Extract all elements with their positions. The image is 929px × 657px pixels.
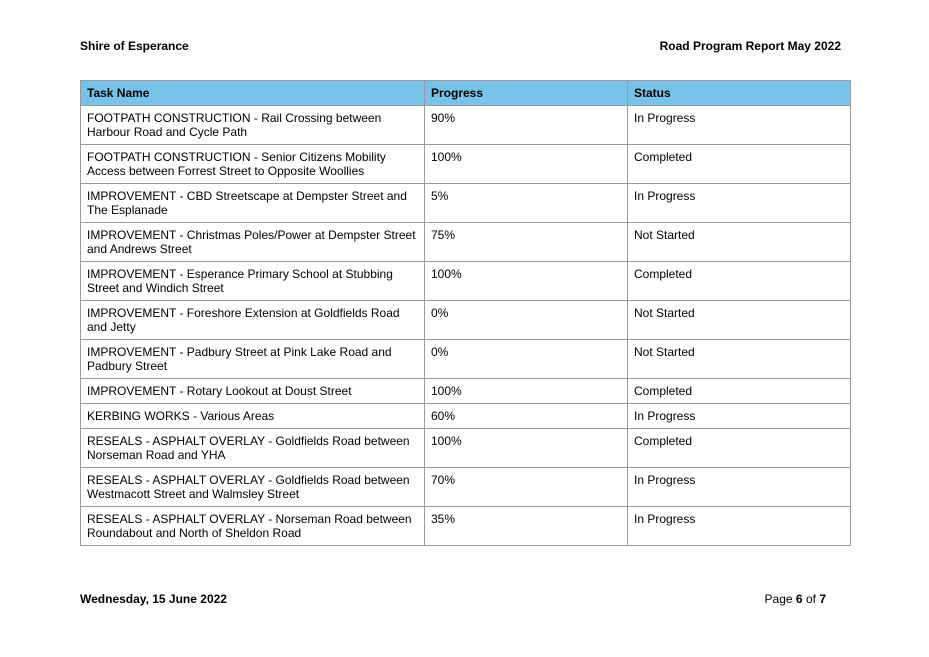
progress-cell: 100% [425, 262, 628, 301]
column-header-status: Status [628, 81, 851, 106]
table-header-row [81, 81, 851, 106]
task-name-cell: FOOTPATH CONSTRUCTION - Rail Crossing between Harbour Road and Cycle Path [81, 106, 425, 145]
progress-cell: 100% [425, 145, 628, 184]
task-name-cell: FOOTPATH CONSTRUCTION - Senior Citizens Mobility Access between Forrest Street to Opposite Woollies [81, 145, 425, 184]
task-name-cell: IMPROVEMENT - Esperance Primary School at Stubbing Street and Windich Street [81, 262, 425, 301]
report-title: Road Program Report May 2022 [659, 39, 841, 53]
report-date: Wednesday, 15 June 2022 [80, 592, 227, 606]
organization-name: Shire of Esperance [80, 39, 189, 53]
table-row [81, 262, 851, 301]
task-name-cell: KERBING WORKS - Various Areas [81, 404, 425, 429]
table-row [81, 507, 851, 546]
task-name-cell: IMPROVEMENT - CBD Streetscape at Dempster Street and The Esplanade [81, 184, 425, 223]
table-row [81, 145, 851, 184]
status-cell: In Progress [628, 404, 851, 429]
table-row [81, 301, 851, 340]
column-header-progress: Progress [425, 81, 628, 106]
status-cell: Not Started [628, 223, 851, 262]
progress-cell: 100% [425, 429, 628, 468]
page-number [765, 592, 826, 606]
task-table [80, 80, 851, 546]
task-name-cell: IMPROVEMENT - Christmas Poles/Power at Dempster Street and Andrews Street [81, 223, 425, 262]
page-prefix: Page [764, 592, 793, 606]
progress-cell: 70% [425, 468, 628, 507]
page-current: 6 [795, 592, 803, 606]
table-row [81, 468, 851, 507]
status-cell: In Progress [628, 468, 851, 507]
progress-cell: 60% [425, 404, 628, 429]
status-cell: Not Started [628, 301, 851, 340]
table-row [81, 340, 851, 379]
status-cell: Completed [628, 262, 851, 301]
task-name-cell: IMPROVEMENT - Padbury Street at Pink Lake Road and Padbury Street [81, 340, 425, 379]
table-row [81, 404, 851, 429]
progress-cell: 0% [425, 301, 628, 340]
status-cell: In Progress [628, 106, 851, 145]
progress-cell: 0% [425, 340, 628, 379]
task-name-cell: RESEALS - ASPHALT OVERLAY - Goldfields Road between Norseman Road and YHA [81, 429, 425, 468]
status-cell: Completed [628, 145, 851, 184]
progress-cell: 75% [425, 223, 628, 262]
progress-cell: 100% [425, 379, 628, 404]
status-cell: Completed [628, 379, 851, 404]
status-cell: In Progress [628, 184, 851, 223]
task-name-cell: RESEALS - ASPHALT OVERLAY - Goldfields Road between Westmacott Street and Walmsley Street [81, 468, 425, 507]
progress-cell: 90% [425, 106, 628, 145]
page-of: of [805, 592, 816, 606]
task-name-cell: RESEALS - ASPHALT OVERLAY - Norseman Road between Roundabout and North of Sheldon Road [81, 507, 425, 546]
table-row [81, 429, 851, 468]
table-row [81, 223, 851, 262]
status-cell: Completed [628, 429, 851, 468]
table-row [81, 379, 851, 404]
table-row [81, 184, 851, 223]
table-row [81, 106, 851, 145]
status-cell: Not Started [628, 340, 851, 379]
page-total: 7 [819, 592, 826, 606]
status-cell: In Progress [628, 507, 851, 546]
task-name-cell: IMPROVEMENT - Rotary Lookout at Doust Street [81, 379, 425, 404]
progress-cell: 35% [425, 507, 628, 546]
column-header-task-name: Task Name [81, 81, 425, 106]
task-name-cell: IMPROVEMENT - Foreshore Extension at Goldfields Road and Jetty [81, 301, 425, 340]
progress-cell: 5% [425, 184, 628, 223]
